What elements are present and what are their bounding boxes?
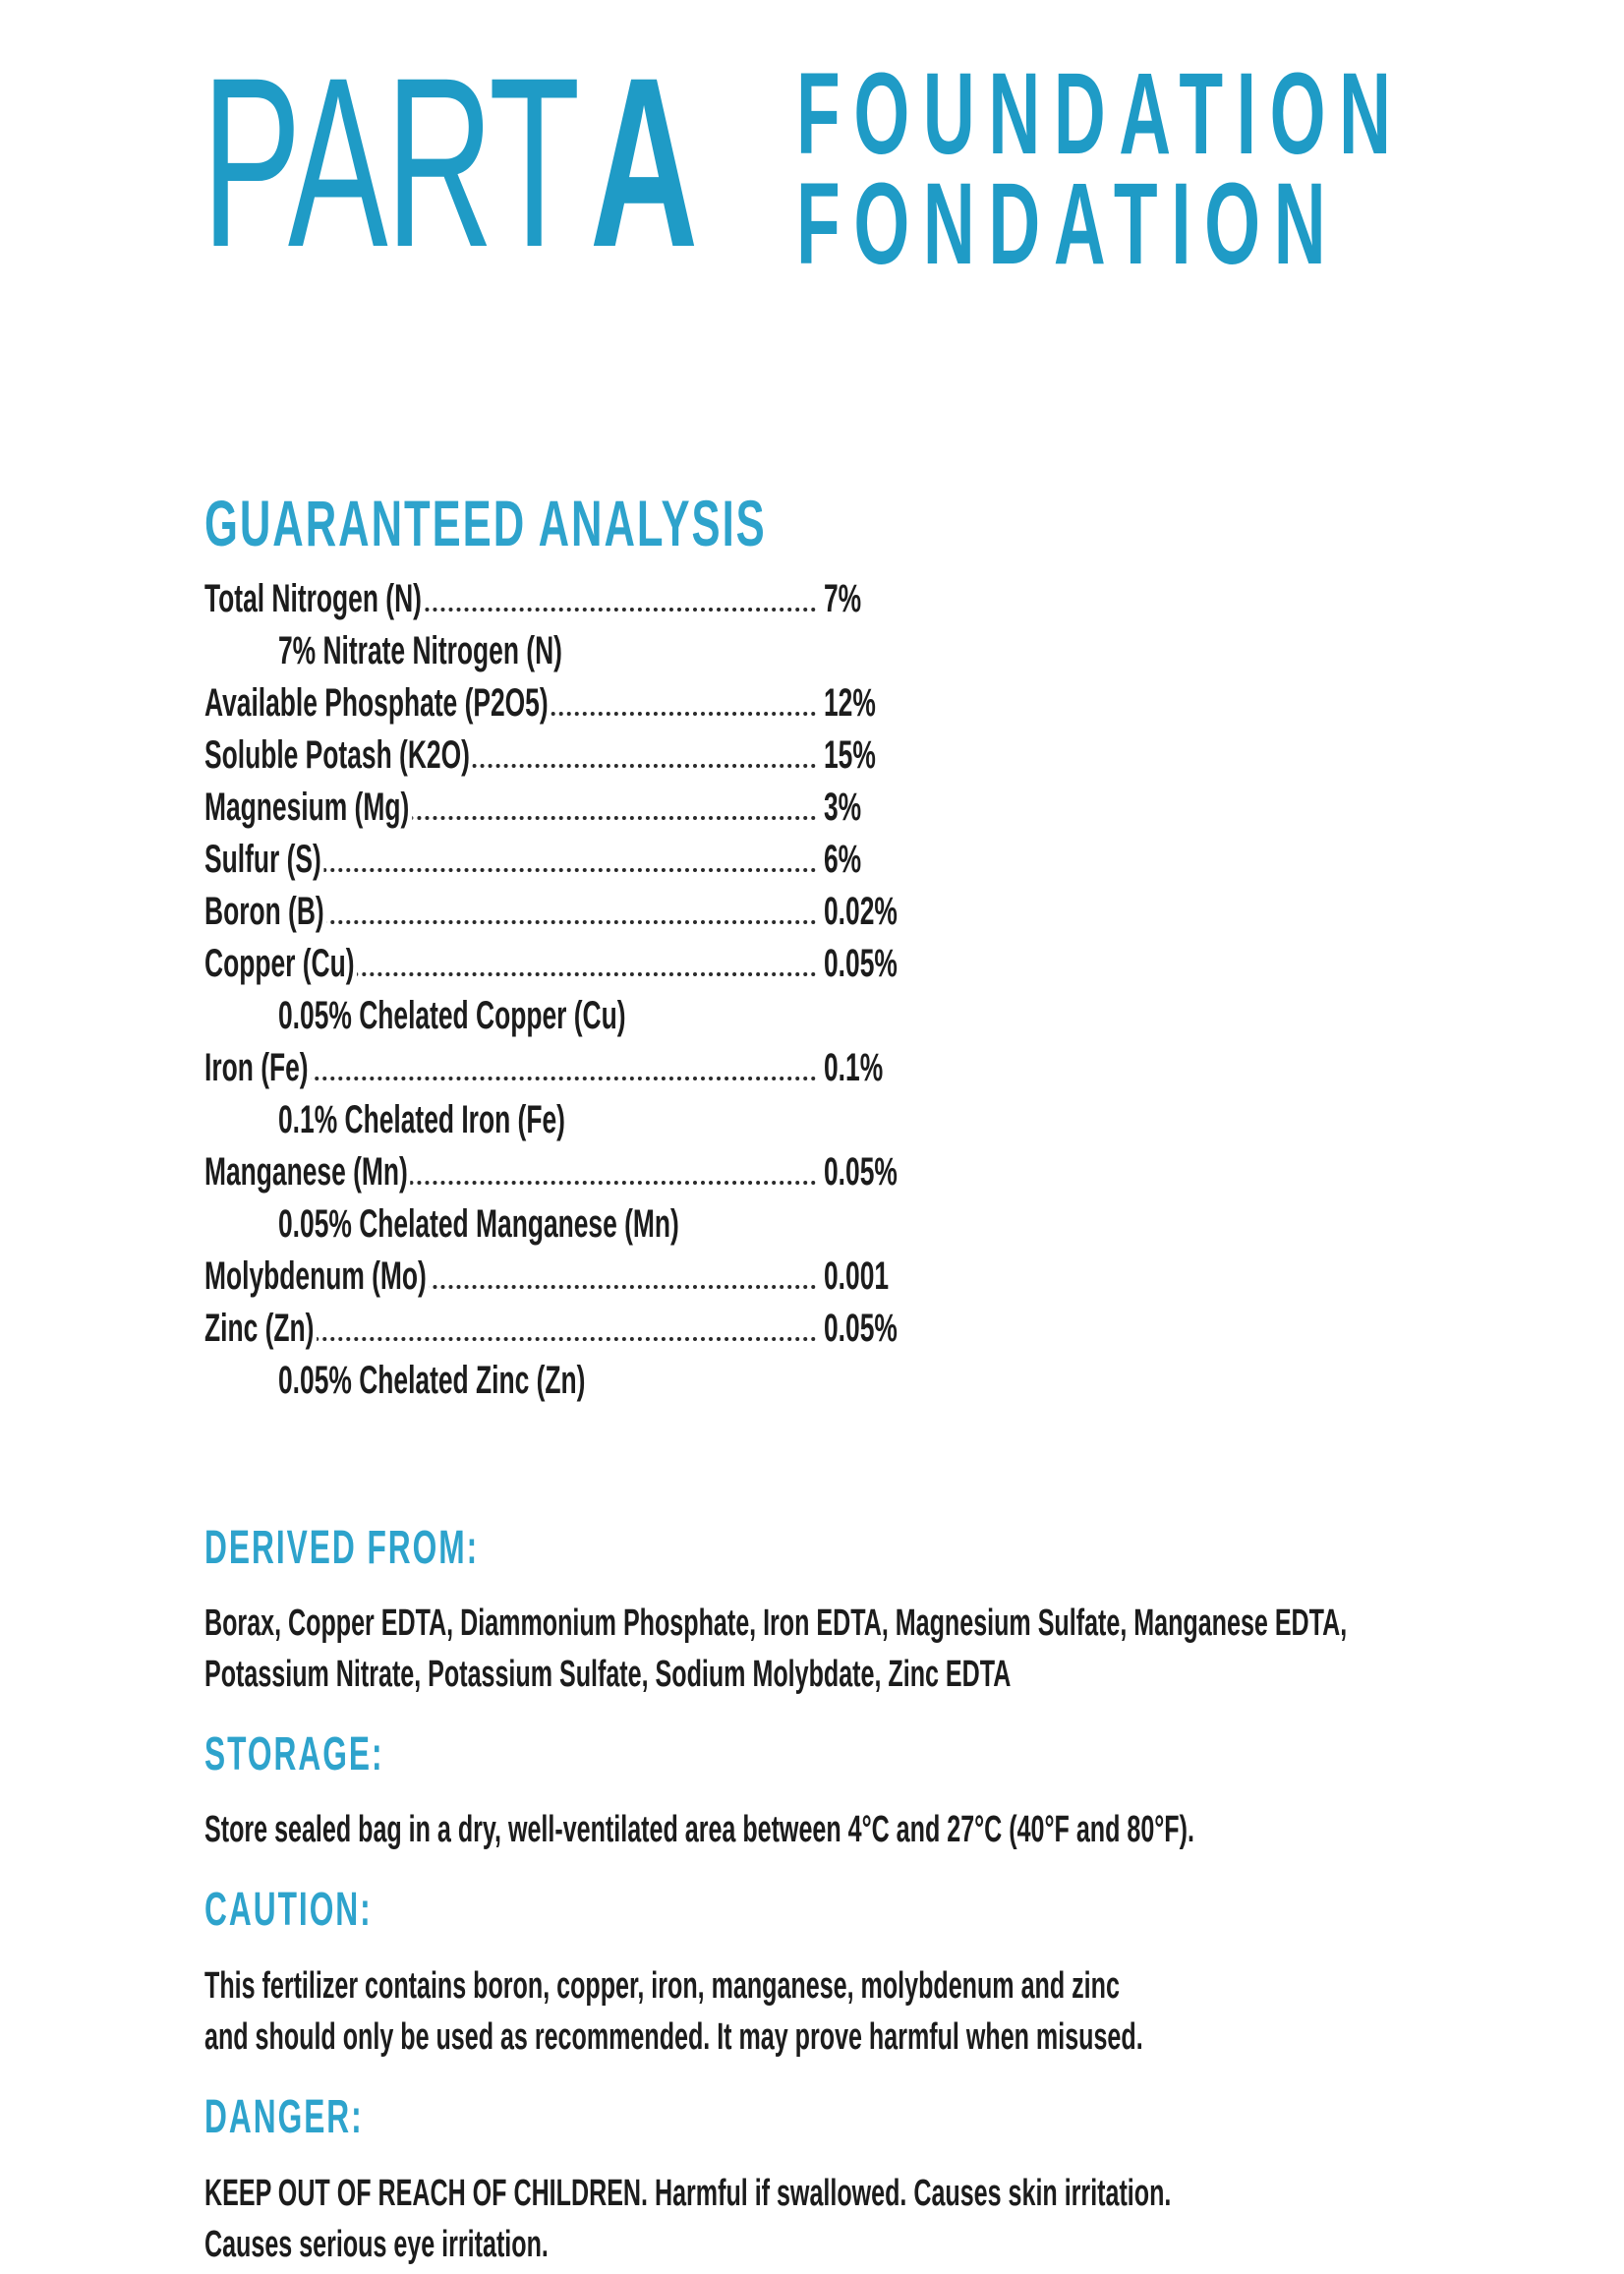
danger-line: Causes serious eye irritation.: [204, 2224, 549, 2265]
nutrient-value: 15%: [824, 733, 876, 777]
nutrient-name: Magnesium (Mg): [204, 784, 412, 831]
nutrient-value: 0.05%: [824, 1150, 898, 1194]
product-name-english: FOUNDATION: [796, 49, 1405, 179]
nutrient-value: 3%: [824, 786, 862, 829]
analysis-row: [204, 836, 932, 888]
derived-from-line: Borax, Copper EDTA, Diammonium Phosphate, Iron EDTA, Magnesium Sulfate, Manganese EDTA,: [204, 1603, 1348, 1644]
caution-text: [204, 1960, 1143, 2063]
analysis-row: [204, 1044, 932, 1096]
nutrient-value: 7%: [824, 577, 862, 620]
guaranteed-analysis-table: [204, 575, 932, 1409]
guaranteed-analysis-heading: GUARANTEED ANALYSIS: [204, 487, 767, 559]
nutrient-value: 0.05%: [824, 942, 898, 985]
nutrient-name: Sulfur (S): [204, 836, 323, 883]
nutrient-value: 12%: [824, 681, 876, 725]
danger-text: [204, 2168, 1171, 2270]
storage-heading: STORAGE:: [204, 1728, 384, 1780]
caution-line: and should only be used as recommended. It may prove harmful when misused.: [204, 2016, 1143, 2058]
nutrient-name: Soluble Potash (K2O): [204, 731, 473, 779]
nutrient-value: 0.001: [824, 1254, 890, 1298]
analysis-subrow: [204, 1357, 932, 1409]
danger-line: KEEP OUT OF REACH OF CHILDREN. Harmful if swallowed. Causes skin irritation.: [204, 2173, 1172, 2214]
analysis-row: [204, 679, 932, 731]
nutrient-value: 0.05%: [824, 1307, 898, 1350]
analysis-subrow: [204, 992, 932, 1044]
nutrient-name: Copper (Cu): [204, 940, 357, 987]
nutrient-name: 0.05% Chelated Copper (Cu): [278, 992, 628, 1039]
nutrient-name: 0.1% Chelated Iron (Fe): [278, 1096, 568, 1143]
nutrient-name: 0.05% Chelated Zinc (Zn): [278, 1357, 588, 1404]
derived-from-line: Potassium Nitrate, Potassium Sulfate, Sodium Molybdate, Zinc EDTA: [204, 1654, 1012, 1695]
nutrient-value: 0.02%: [824, 890, 898, 933]
analysis-row: [204, 784, 932, 836]
analysis-row: [204, 1253, 932, 1305]
nutrient-name: Total Nitrogen (N): [204, 575, 425, 622]
analysis-row: [204, 888, 932, 940]
danger-heading: DANGER:: [204, 2091, 364, 2143]
product-name-french: FONDATION: [796, 159, 1340, 289]
caution-line: This fertilizer contains boron, copper, iron, manganese, molybdenum and zinc: [204, 1965, 1120, 2007]
storage-text: [204, 1804, 1194, 1855]
part-label: PART: [202, 28, 578, 298]
analysis-row: [204, 940, 932, 992]
nutrient-name: Manganese (Mn): [204, 1148, 410, 1195]
derived-from-heading: DERIVED FROM:: [204, 1522, 480, 1574]
analysis-row: [204, 575, 932, 627]
label-header: [202, 28, 1430, 298]
product-names: [796, 49, 1624, 289]
nutrient-name: Molybdenum (Mo): [204, 1253, 429, 1300]
nutrient-name: Iron (Fe): [204, 1044, 311, 1091]
nutrient-name: Zinc (Zn): [204, 1305, 317, 1352]
analysis-row: [204, 731, 932, 784]
analysis-row: [204, 1305, 932, 1357]
analysis-subrow: [204, 1096, 932, 1148]
analysis-row: [204, 1148, 932, 1200]
nutrient-name: Boron (B): [204, 888, 326, 935]
nutrient-value: 6%: [824, 838, 862, 881]
part-letter: A: [590, 28, 699, 298]
analysis-subrow: [204, 627, 932, 679]
caution-heading: CAUTION:: [204, 1884, 373, 1936]
nutrient-name: Available Phosphate (P2O5): [204, 679, 551, 727]
storage-line: Store sealed bag in a dry, well-ventilated area between 4°C and 27°C (40°F and 80°F).: [204, 1809, 1194, 1850]
nutrient-name: 0.05% Chelated Manganese (Mn): [278, 1200, 681, 1248]
nutrient-name: 7% Nitrate Nitrogen (N): [278, 627, 565, 674]
derived-from-text: [204, 1598, 1347, 1700]
analysis-subrow: [204, 1200, 932, 1253]
nutrient-value: 0.1%: [824, 1046, 884, 1089]
